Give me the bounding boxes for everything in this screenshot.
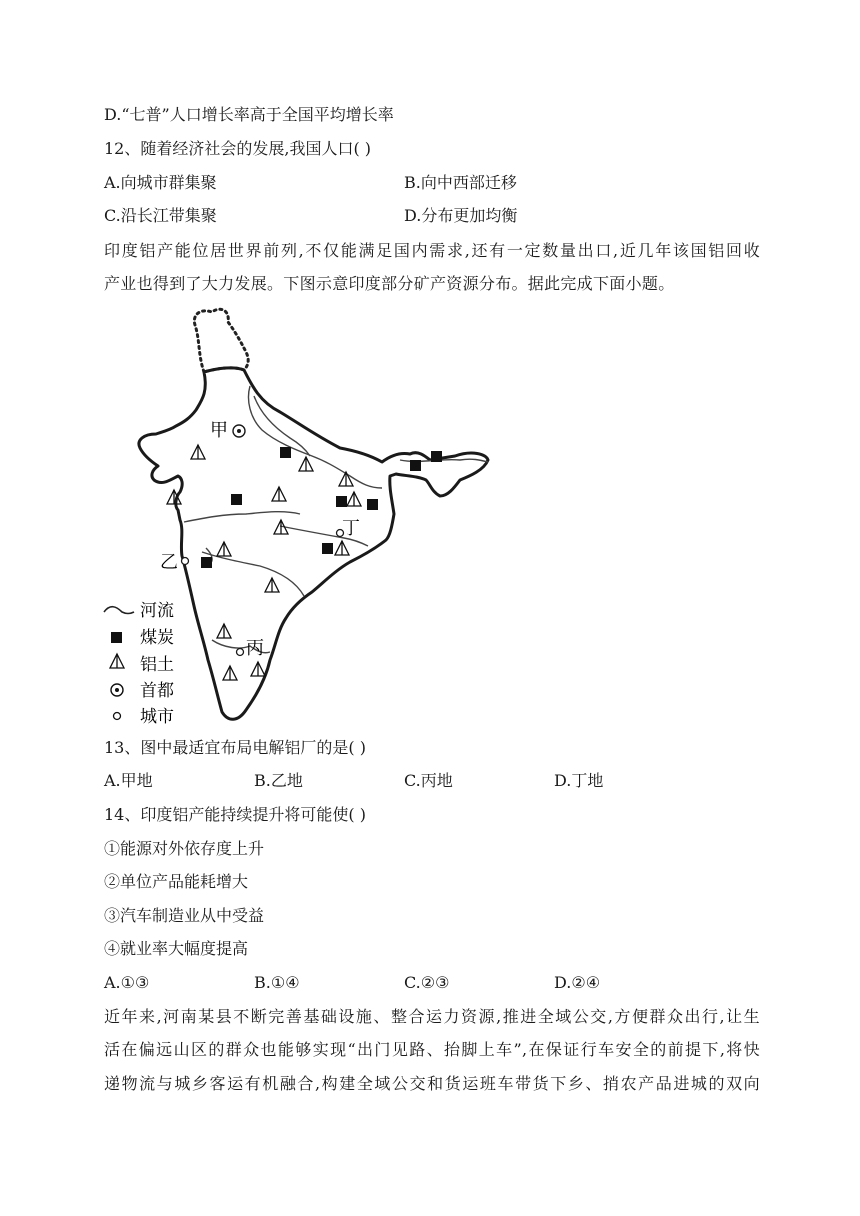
statement-4: ④就业率大幅度提高 bbox=[104, 939, 249, 958]
q14-option-b: B.①④ bbox=[254, 973, 300, 992]
bauxite-marker bbox=[217, 624, 231, 638]
legend-coal-label: 煤炭 bbox=[140, 628, 174, 648]
label-jia: 甲 bbox=[210, 420, 228, 441]
bauxite-marker bbox=[335, 541, 349, 555]
city-marker-bing bbox=[237, 649, 244, 656]
question-13: 13、图中最适宜布局电解铝厂的是( ) bbox=[104, 738, 366, 757]
q14-option-c: C.②③ bbox=[404, 973, 450, 992]
legend-river-label: 河流 bbox=[140, 601, 174, 621]
bauxite-marker bbox=[223, 666, 237, 680]
legend-city-label: 城市 bbox=[140, 707, 174, 727]
coal-marker bbox=[322, 543, 333, 554]
coal-marker bbox=[201, 557, 212, 568]
coal-marker bbox=[431, 451, 442, 462]
label-ding: 丁 bbox=[342, 518, 360, 539]
bauxite-marker bbox=[265, 578, 279, 592]
bauxite-marker bbox=[339, 472, 353, 486]
question-14: 14、印度铝产能持续提升将可能使( ) bbox=[104, 805, 366, 824]
legend-river-icon bbox=[104, 607, 134, 614]
q14-option-a: A.①③ bbox=[104, 973, 150, 992]
bauxite-marker bbox=[217, 542, 231, 556]
statement-3: ③汽车制造业从中受益 bbox=[104, 906, 265, 925]
q12-option-a: A.向城市群集聚 bbox=[104, 173, 217, 192]
coal-marker bbox=[280, 447, 291, 458]
coal-markers bbox=[201, 447, 442, 568]
label-bing: 丙 bbox=[246, 638, 264, 659]
coal-marker bbox=[336, 496, 347, 507]
prev-option-d: D.“七普”人口增长率高于全国平均增长率 bbox=[104, 105, 394, 124]
legend-bauxite-label: 铝土 bbox=[140, 655, 174, 675]
bauxite-markers bbox=[167, 445, 361, 680]
passage-line-3: 递物流与城乡客运有机融合,构建全域公交和货运班车带货下乡、捎农产品进城的双向 bbox=[104, 1074, 760, 1093]
q13-option-c: C.丙地 bbox=[404, 771, 453, 790]
bauxite-marker bbox=[251, 662, 265, 676]
question-12: 12、随着经济社会的发展,我国人口( ) bbox=[104, 139, 372, 158]
coal-marker bbox=[410, 460, 421, 471]
legend-city-icon bbox=[114, 713, 121, 720]
bauxite-marker bbox=[299, 457, 313, 471]
northern-boundary-dotted bbox=[194, 309, 248, 372]
statement-1: ①能源对外依存度上升 bbox=[104, 839, 265, 858]
passage-line-1: 近年来,河南某县不断完善基础设施、整合运力资源,推进全域公交,方便群众出行,让生 bbox=[104, 1007, 760, 1026]
river-ganges bbox=[249, 386, 383, 488]
river-godavari bbox=[202, 552, 304, 596]
coal-marker bbox=[367, 499, 378, 510]
q13-option-b: B.乙地 bbox=[254, 771, 303, 790]
intro-line-2: 产业也得到了大力发展。下图示意印度部分矿产资源分布。据此完成下面小题。 bbox=[104, 274, 675, 293]
bauxite-marker bbox=[347, 492, 361, 506]
q14-option-d: D.②④ bbox=[554, 973, 601, 992]
india-resource-map bbox=[100, 300, 500, 730]
bauxite-marker bbox=[191, 445, 205, 459]
coal-marker bbox=[231, 494, 242, 505]
city-marker-yi bbox=[182, 558, 189, 565]
q13-option-d: D.丁地 bbox=[554, 771, 604, 790]
q12-option-b: B.向中西部迁移 bbox=[404, 173, 517, 192]
passage-line-2: 活在偏远山区的群众也能够实现“出门见路、抬脚上车”,在保证行车安全的前提下,将快 bbox=[104, 1040, 760, 1059]
map-legend bbox=[104, 601, 174, 727]
legend-coal-icon bbox=[111, 632, 122, 643]
river-narmada bbox=[184, 512, 300, 522]
q12-option-c: C.沿长江带集聚 bbox=[104, 206, 217, 225]
q13-option-a: A.甲地 bbox=[104, 771, 153, 790]
statement-2: ②单位产品能耗增大 bbox=[104, 872, 249, 891]
legend-capital-label: 首都 bbox=[140, 681, 174, 701]
label-yi: 乙 bbox=[160, 552, 178, 573]
q12-option-d: D.分布更加均衡 bbox=[404, 206, 518, 225]
intro-line-1: 印度铝产能位居世界前列,不仅能满足国内需求,还有一定数量出口,近几年该国铝回收 bbox=[104, 241, 760, 260]
bauxite-marker bbox=[272, 487, 286, 501]
india-outline bbox=[139, 368, 488, 719]
legend-bauxite-icon bbox=[110, 654, 124, 668]
